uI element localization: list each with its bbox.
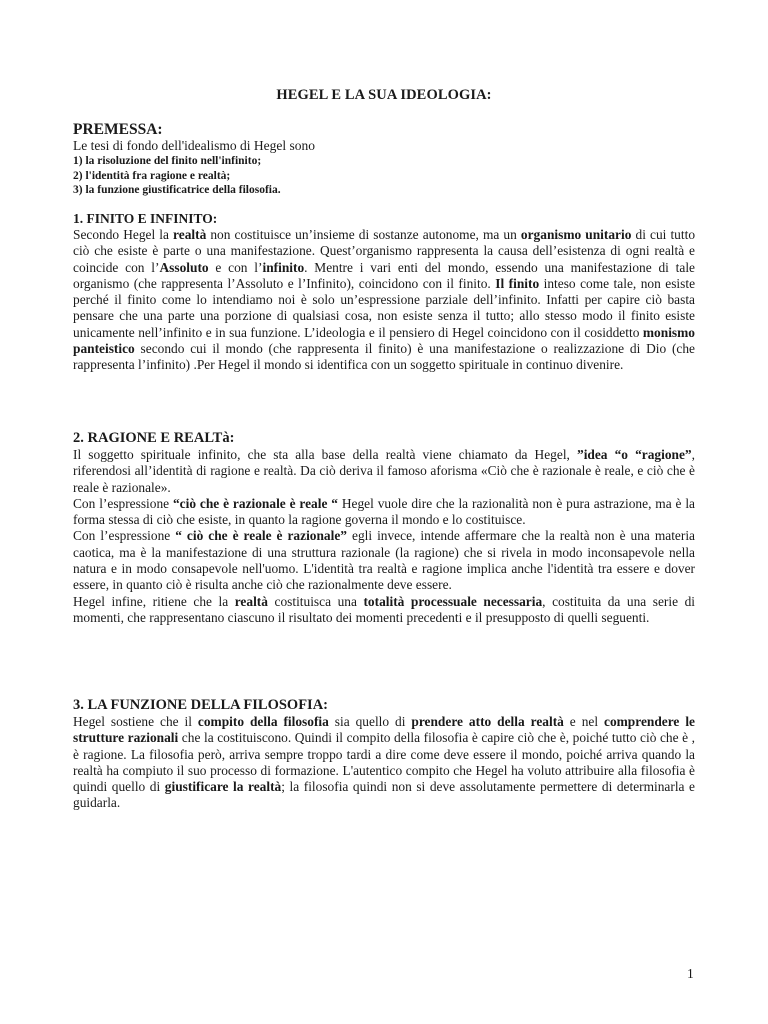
thesis-item: 2) l'identità fra ragione e realtà;	[73, 169, 231, 182]
paragraph-text: . Mentre i vari enti del mondo, essendo una manifestazione di tale organismo (che rappresenta l’Assoluto e l’Infinito), coincidono con il finito.	[73, 259, 695, 291]
paragraph-text: Hegel sostiene che il	[73, 714, 198, 729]
paragraph-text: non costituisce un’insieme di sostanze autonome, ma un	[206, 227, 521, 242]
bold-term: Il finito	[495, 275, 540, 291]
bold-term: “ciò che è razionale è reale “	[172, 495, 338, 511]
paragraph-text: ; la filosofia quindi non si deve assolutamente permettere di determinarla e guidarla.	[73, 779, 695, 811]
section-heading: 1. FINITO E INFINITO:	[73, 211, 218, 226]
section-finito-infinito	[73, 210, 695, 374]
bold-term: Assoluto	[159, 259, 209, 275]
paragraph	[73, 528, 695, 593]
paragraph-text: secondo cui il mondo (che rappresenta il finito) è una manifestazione o realizzazione di Dio (che rappresenta l’infinito) .Per Hegel il mondo si identifica con un soggetto spirituale in continuo divenire.	[73, 341, 695, 373]
bold-term: organismo unitario	[520, 227, 632, 242]
section-ragione-realta	[73, 430, 695, 626]
paragraph-text: e nel	[563, 714, 604, 729]
paragraph-text: di cui tutto ciò che esiste è parte o una manifestazione. Quest’organismo rappresenta la causa dell’esistenza di ogni realtà e coincide con l’	[73, 227, 696, 275]
page-number: 1	[687, 966, 694, 981]
section-funzione-filosofia	[73, 697, 695, 812]
document-title: HEGEL E LA SUA IDEOLOGIA:	[276, 87, 492, 103]
bold-term: realtà	[234, 593, 268, 609]
paragraph-text: Hegel vuole dire che la razionalità non è pura astrazione, ma è la forma stessa di ciò che esiste, in quanto la ragione governa il mondo e lo costituisce.	[73, 495, 695, 528]
bold-term: monismo panteistico	[73, 324, 695, 357]
premessa-section	[73, 121, 713, 198]
paragraph-text: , riferendosi all’identità di ragione e realtà. Da ciò deriva il famoso aforisma «Ciò che è razionale è reale, e ciò che è reale è razionale».	[73, 447, 695, 495]
paragraph	[73, 714, 695, 812]
paragraph	[73, 496, 695, 529]
section-heading: 2. RAGIONE E REALTà:	[73, 430, 235, 446]
paragraph-text: costituisca una	[267, 593, 364, 609]
bold-term: “ ciò che è reale è razionale”	[175, 528, 347, 544]
paragraph-text: Il soggetto spirituale infinito, che sta alla base della realtà viene chiamato da Hegel,	[73, 447, 577, 462]
paragraph-text: Con l’espressione	[73, 528, 176, 544]
bold-term: prendere atto della realtà	[411, 714, 564, 729]
bold-term: realtà	[173, 227, 207, 242]
paragraph-text: Hegel infine, ritiene che la	[73, 593, 235, 609]
bold-term: infinito	[262, 259, 305, 275]
paragraph-text: che la costituiscono. Quindi il compito della filosofia è capire ciò che è, poiché tutto ciò che è , è ragione. La filosofia però, arriva sempre troppo tardi a dire come deve essere il mondo, poiché arriva quando la realtà ha compiuto il suo processo di formazione. L'autentico compito che Hegel ha voluto attribuire alla filosofia è quindi quello di	[73, 730, 695, 795]
paragraph-text: inteso come tale, non esiste perché il finito come lo intendiamo noi è solo un’espressione parziale dell’infinito. Infatti per capire ciò basta pensare che una parte una porzione di qualsiasi cosa, non esiste senza il tutto; allo stesso modo il finito esiste unicamente nell’infinito e in sua funzione. L’ideologia e il pensiero di Hegel coincidono con il cosiddetto	[73, 275, 696, 340]
paragraph	[73, 447, 695, 496]
thesis-item: 1) la risoluzione del finito nell'infinito;	[73, 155, 262, 167]
bold-term: ”idea “o “ragione”	[577, 447, 692, 462]
thesis-item: 3) la funzione giustificatrice della filosofia.	[73, 184, 281, 196]
paragraph-text: sia quello di	[328, 714, 412, 729]
paragraph	[73, 594, 695, 627]
paragraph-text: e con l’	[208, 259, 263, 275]
paragraph-text: , costituita da una serie di momenti, che rappresentano ciascuno il risultato dei momenti precedenti e il presupposto di quelli seguenti.	[73, 593, 695, 625]
bold-term: comprendere le strutture razionali	[73, 714, 695, 746]
bold-term: compito della filosofia	[197, 714, 329, 729]
section-heading: 3. LA FUNZIONE DELLA FILOSOFIA:	[73, 697, 329, 713]
paragraph-text: egli invece, intende affermare che la realtà non è una materia caotica, ma è la manifestazione di una struttura razionale (la ragione) che si rivela in modo inconsapevole nella natura e in modo consapevole nell'uomo. L'identità tra realtà e ragione implica anche l'identità tra essere e dover essere, in quanto ciò è risulta anche ciò che razionalmente deve essere.	[73, 528, 696, 593]
premessa-intro: Le tesi di fondo dell'idealismo di Hegel sono	[73, 138, 316, 153]
paragraph-text: Con l’espressione	[73, 495, 173, 511]
bold-term: giustificare la realtà	[164, 779, 282, 795]
paragraph	[73, 227, 695, 374]
premessa-heading: PREMESSA:	[73, 121, 163, 138]
bold-term: totalità processuale necessaria	[363, 593, 543, 609]
paragraph-text: Secondo Hegel la	[73, 227, 174, 242]
